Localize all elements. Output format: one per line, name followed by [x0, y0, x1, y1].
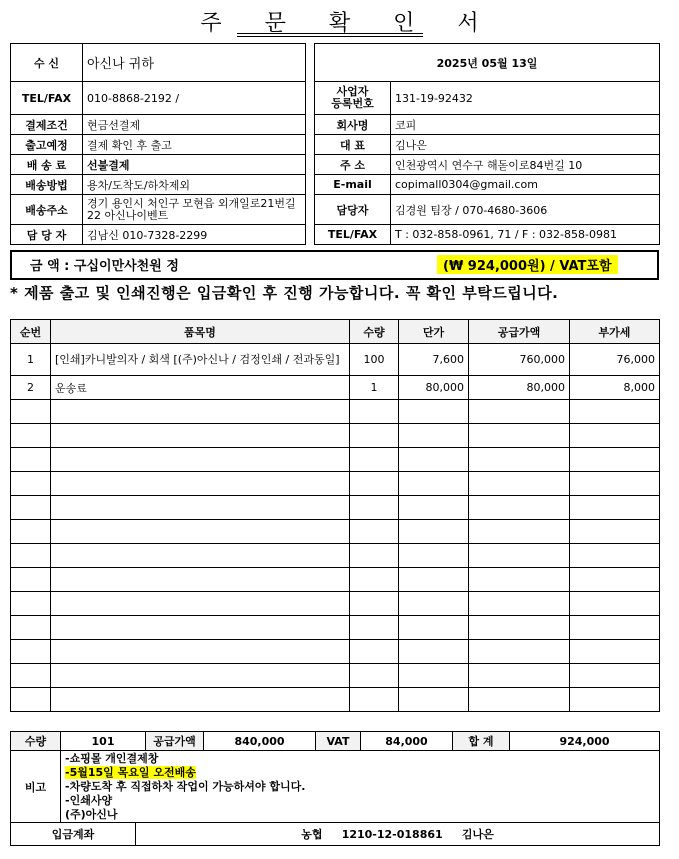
empty-row: [11, 616, 660, 640]
contact-value: 김경원 팀장 / 070-4680-3606: [391, 195, 660, 225]
document-title: 주 문 확 인 서: [200, 11, 497, 36]
empty-row: [11, 520, 660, 544]
supplier-address-label: 주 소: [315, 155, 391, 175]
empty-row: [11, 664, 660, 688]
row-price: 80,000: [399, 376, 469, 400]
total-supply-value: 840,000: [204, 732, 316, 751]
bank-table: [10, 822, 660, 846]
ceo-label: 대 표: [315, 135, 391, 155]
items-header-row: [11, 320, 660, 344]
col-header-vat: 부가세: [570, 320, 660, 344]
row-price: 7,600: [399, 344, 469, 376]
amount-label: 금 액 : 구십이만사천원 정: [30, 259, 179, 274]
row-name: 운송료: [51, 376, 350, 400]
col-header-price: 단가: [399, 320, 469, 344]
total-supply-label: 공급가액: [146, 732, 204, 751]
address-label: 배송주소: [11, 195, 83, 225]
row-vat: 8,000: [570, 376, 660, 400]
bizno-value: 131-19-92432: [391, 82, 660, 115]
email-value[interactable]: copimall0304@gmail.com: [391, 175, 660, 195]
memo-line: -쇼핑몰 개인결제창: [65, 752, 159, 765]
memo-line: -인쇄사양: [65, 794, 113, 807]
empty-row: [11, 496, 660, 520]
col-header-no: 순번: [11, 320, 51, 344]
ship-method-label: 배송방법: [11, 175, 83, 195]
address-value: 경기 용인시 처인구 모현읍 외개일로21번길 22 아신나이벤트: [83, 195, 306, 225]
row-no: 1: [11, 344, 51, 376]
total-vat-label: VAT: [316, 732, 361, 751]
recipient-telfax-value: 010-8868-2192 /: [83, 82, 306, 115]
total-qty-label: 수량: [11, 732, 61, 751]
bizno-label-text: 사업자 등록번호: [331, 85, 374, 110]
row-vat: 76,000: [570, 344, 660, 376]
col-header-name: 품목명: [51, 320, 350, 344]
row-no: 2: [11, 376, 51, 400]
recipient-telfax-label: TEL/FAX: [11, 82, 83, 115]
recipient-table: [10, 43, 306, 245]
shipping-fee-value: 선불결제: [83, 155, 306, 175]
payment-value: 현금선결제: [83, 115, 306, 135]
table-row: [11, 344, 660, 376]
empty-row: [11, 568, 660, 592]
to-label: 수 신: [11, 44, 83, 82]
bank-label: 입금계좌: [11, 823, 136, 846]
bank-account: 농협 1210-12-018861 김나은: [136, 823, 660, 846]
order-date: 2025년 05월 13일: [315, 44, 660, 82]
supplier-table: [314, 43, 660, 245]
title-underline: [237, 33, 423, 34]
empty-row: [11, 472, 660, 496]
empty-row: [11, 544, 660, 568]
table-row: [11, 376, 660, 400]
total-sum-value: 924,000: [510, 732, 660, 751]
email-label: E-mail: [315, 175, 391, 195]
row-qty: 100: [350, 344, 399, 376]
contact-label: 담당자: [315, 195, 391, 225]
supplier-telfax-value: T : 032-858-0961, 71 / F : 032-858-0981: [391, 225, 660, 245]
items-table: [10, 319, 660, 712]
shipping-fee-label: 배 송 료: [11, 155, 83, 175]
title-underline-2: [237, 36, 423, 37]
empty-row: [11, 448, 660, 472]
payment-notice: * 제품 출고 및 인쇄진행은 입금확인 후 진행 가능합니다. 꼭 확인 부탁드립니다.: [10, 284, 559, 302]
ship-method-value: 용차/도착도/하차제외: [83, 175, 306, 195]
memo-content: [61, 751, 660, 823]
memo-table: [10, 750, 660, 823]
ship-plan-label: 출고예정: [11, 135, 83, 155]
manager-value: 김남신 010-7328-2299: [83, 225, 306, 245]
ship-plan-value: 결제 확인 후 출고: [83, 135, 306, 155]
empty-row: [11, 424, 660, 448]
total-sum-label: 합 계: [453, 732, 510, 751]
total-vat-value: 84,000: [361, 732, 453, 751]
memo-line: (주)아신나: [65, 808, 118, 821]
total-qty-value: 101: [61, 732, 146, 751]
bizno-label: [315, 82, 391, 115]
memo-line-highlighted: -5월15일 목요일 오전배송: [65, 766, 196, 779]
supplier-address-value: 인천광역시 연수구 해돋이로84번길 10: [391, 155, 660, 175]
row-supply: 80,000: [469, 376, 570, 400]
supplier-telfax-label: TEL/FAX: [315, 225, 391, 245]
company-value: 코피: [391, 115, 660, 135]
company-label: 회사명: [315, 115, 391, 135]
manager-label: 담 당 자: [11, 225, 83, 245]
totals-table: [10, 731, 660, 751]
row-name: [인쇄]카니발의자 / 회색 [(주)아신나 / 검정인쇄 / 전과동일]: [51, 344, 350, 376]
to-value: 아신나 귀하: [83, 44, 306, 82]
empty-row: [11, 592, 660, 616]
ceo-value: 김나은: [391, 135, 660, 155]
col-header-supply: 공급가액: [469, 320, 570, 344]
row-qty: 1: [350, 376, 399, 400]
empty-row: [11, 688, 660, 712]
empty-row: [11, 640, 660, 664]
memo-label: 비고: [11, 751, 61, 823]
payment-label: 결제조건: [11, 115, 83, 135]
empty-row: [11, 400, 660, 424]
row-supply: 760,000: [469, 344, 570, 376]
memo-line: -차량도착 후 직접하차 작업이 가능하셔야 합니다.: [65, 780, 306, 793]
col-header-qty: 수량: [350, 320, 399, 344]
amount-value: (₩ 924,000원) / VAT포함: [437, 255, 618, 274]
